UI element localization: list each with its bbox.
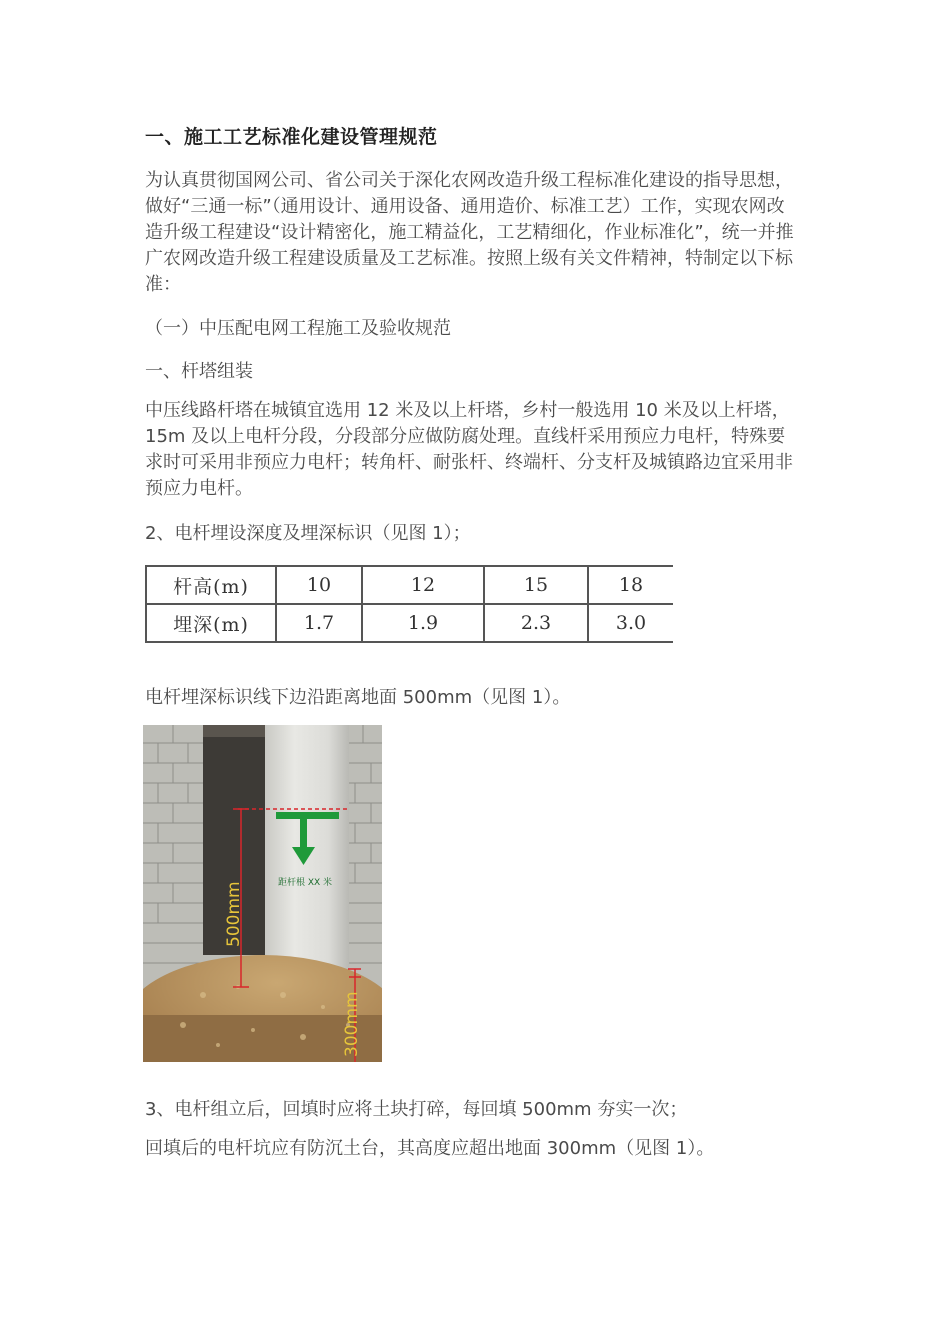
item-1-paragraph: 中压线路杆塔在城镇宜选用 12 米及以上杆塔，乡村一般选用 10 米及以上杆塔，15m 及以上电杆分段，分段部分应做防腐处理。直线杆采用预应力电杆，特殊要求时可采用非预应力电杆；转角杆、耐张杆、终端杆、分支杆及城镇路边宜采用非预应力电杆。	[145, 400, 793, 499]
table-cell: 1.9	[362, 604, 484, 642]
section-title: （一）中压配电网工程施工及验收规范	[145, 318, 451, 339]
table-header-cell: 杆高(m)	[146, 566, 276, 604]
dimension-label-300: 300mm	[342, 991, 362, 1057]
item-3-line: 3、电杆组立后，回填时应将土块打碎，每回填 500mm 夯实一次；	[145, 1099, 688, 1120]
mark-note-line: 电杆埋深标识线下边沿距离地面 500mm（见图 1）。	[145, 687, 571, 708]
subsection-title: 一、杆塔组装	[145, 361, 253, 382]
page-heading: 一、施工工艺标准化建设管理规范	[145, 126, 438, 148]
table-cell: 12	[362, 566, 484, 604]
table-cell: 18	[588, 566, 673, 604]
figure-1-photo	[143, 725, 382, 1062]
item-4-paragraph: 回填后的电杆坑应有防沉土台，其高度应超出地面 300mm（见图 1）。	[145, 1138, 715, 1159]
table-cell: 10	[276, 566, 362, 604]
table-cell: 3.0	[588, 604, 673, 642]
burial-depth-table	[145, 565, 673, 643]
table-cell: 15	[484, 566, 588, 604]
intro-paragraph: 为认真贯彻国网公司、省公司关于深化农网改造升级工程标准化建设的指导思想，做好“三通一标”（通用设计、通用设备、通用造价、标准工艺）工作，实现农网改造升级工程建设“设计精密化，施工精益化，工艺精细化，作业标准化”，统一并推广农网改造升级工程建设质量及工艺标准。按照上级有关文件精神，特制定以下标准：	[145, 170, 794, 295]
dimension-label-500: 500mm	[224, 881, 244, 947]
pole-illustration	[143, 725, 382, 1062]
table-header-cell: 埋深(m)	[146, 604, 276, 642]
item-2-line: 2、电杆埋设深度及埋深标识（见图 1）；	[145, 523, 471, 544]
depth-mark-bar	[276, 812, 339, 819]
pole-sign-text: 距杆根 XX 米	[277, 878, 333, 888]
table-cell: 1.7	[276, 604, 362, 642]
table-cell: 2.3	[484, 604, 588, 642]
table-row	[146, 604, 673, 642]
table-row	[146, 566, 673, 604]
